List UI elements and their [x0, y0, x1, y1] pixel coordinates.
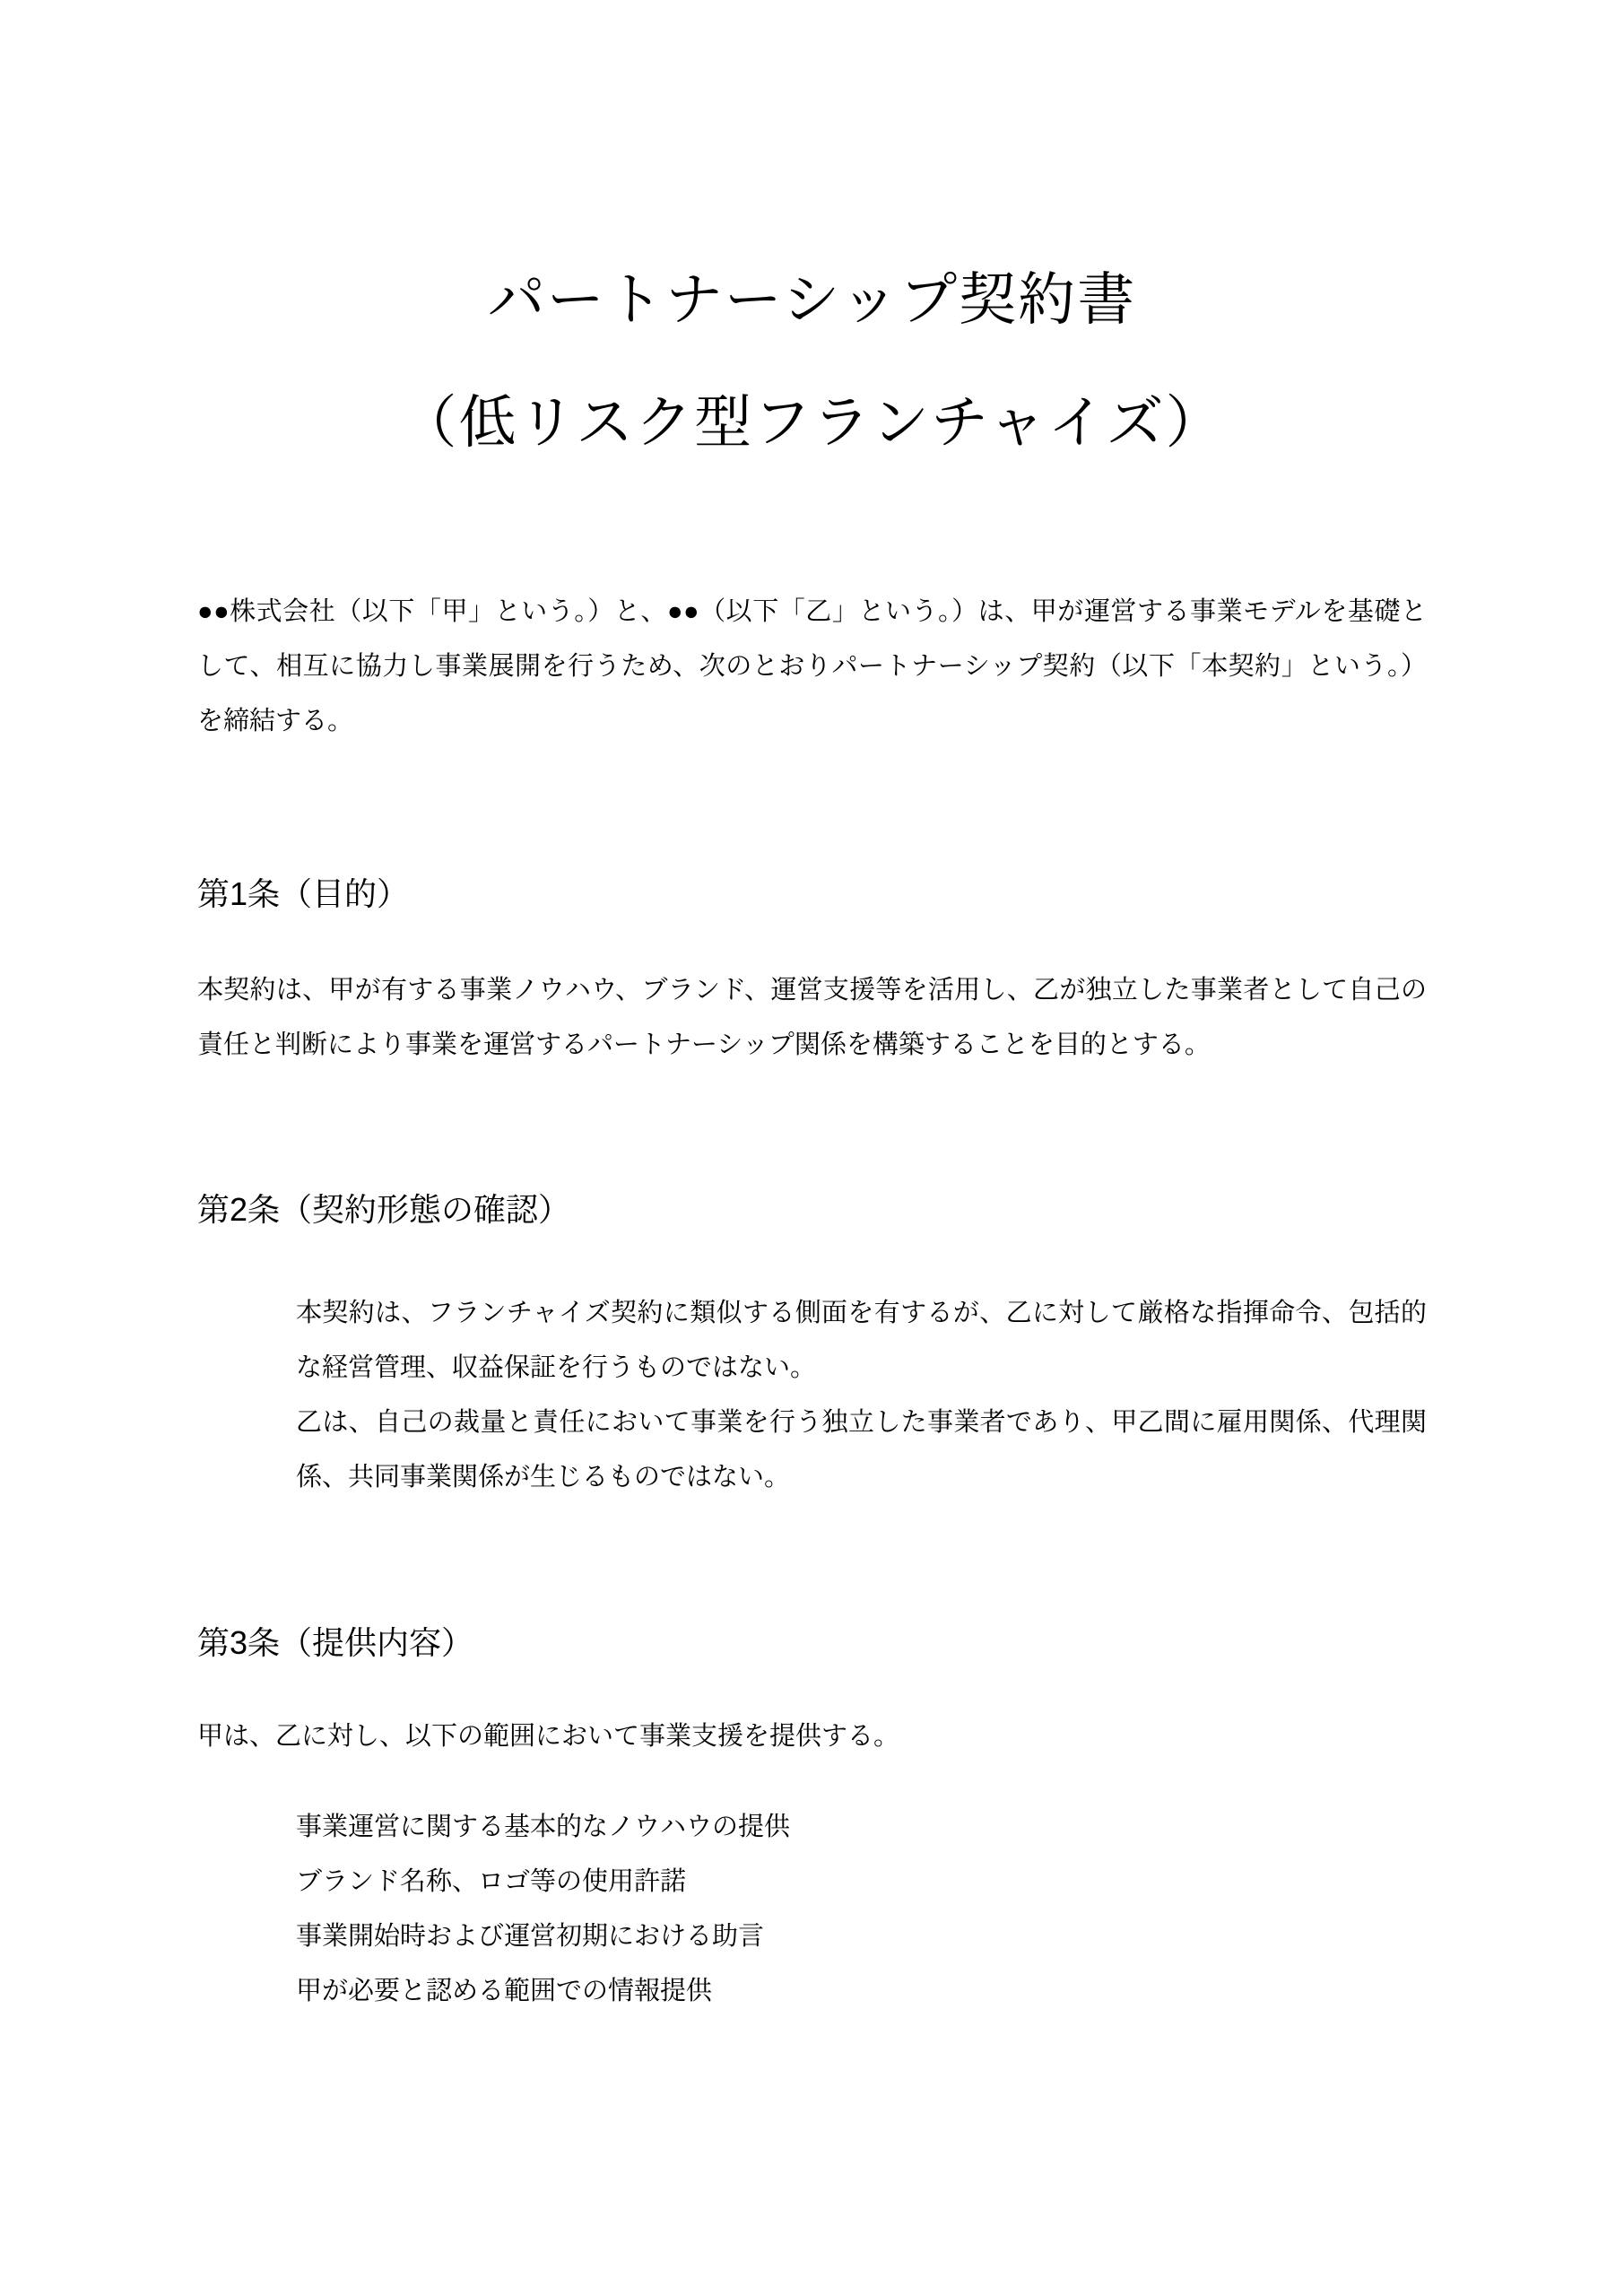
article-3-item-list	[296, 1800, 1427, 2019]
article-2-heading: 第2条（契約形態の確認）	[197, 1191, 571, 1228]
article-1-body: 本契約は、甲が有する事業ノウハウ、ブランド、運営支援等を活用し、乙が独立した事業者として自己の責任と判断により事業を運営するパートナーシップ関係を構築することを目的とする。	[197, 976, 1427, 1059]
list-item: 事業開始時および運営初期における助言	[296, 1922, 765, 1951]
list-item: 事業運営に関する基本的なノウハウの提供	[296, 1813, 791, 1841]
article-2-paragraph-1: 本契約は、フランチャイズ契約に類似する側面を有するが、乙に対して厳格な指揮命令、包括的な経営管理、収益保証を行うものではない。	[296, 1299, 1427, 1382]
article-2-body-block	[296, 1286, 1427, 1505]
article-1-heading: 第1条（目的）	[197, 875, 410, 912]
document-title: パートナーシップ契約書	[487, 267, 1137, 332]
article-3-body: 甲は、乙に対し、以下の範囲において事業支援を提供する。	[197, 1722, 900, 1751]
list-item: ブランド名称、ロゴ等の使用許諾	[296, 1867, 687, 1896]
article-3-heading: 第3条（提供内容）	[197, 1624, 474, 1661]
article-2-paragraph-2: 乙は、自己の裁量と責任において事業を行う独立した事業者であり、甲乙間に雇用関係、代理関係、共同事業関係が生じるものではない。	[296, 1408, 1427, 1492]
document-title-block	[197, 0, 1427, 484]
document-subtitle: （低リスク型フランチャイズ）	[399, 390, 1225, 455]
list-item: 甲が必要と認める範囲での情報提供	[296, 1977, 713, 2005]
preamble-paragraph: ●●株式会社（以下「甲」という。）と、●●（以下「乙」という。）は、甲が運営する事業モデルを基礎として、相互に協力し事業展開を行うため、次のとおりパートナーシップ契約（以下「本契約」という。）を締結する。	[197, 597, 1427, 735]
